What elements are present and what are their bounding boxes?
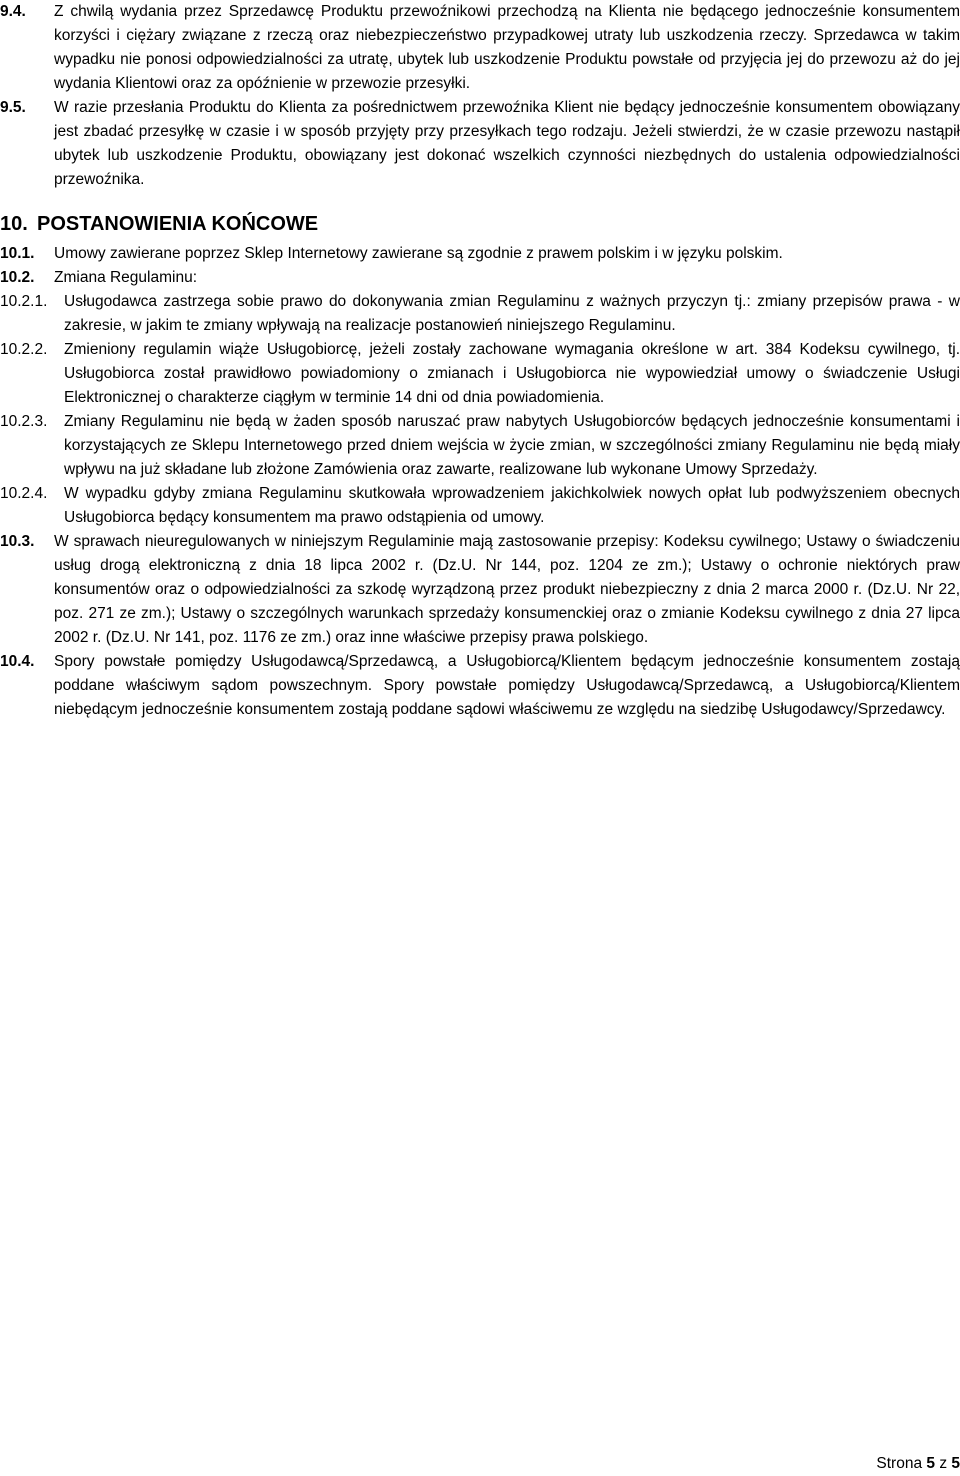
paragraph-number: 9.4. [0, 3, 26, 20]
paragraph-text: Umowy zawierane poprzez Sklep Internetowy zawierane są zgodnie z prawem polskim i w języku polskim. [54, 245, 783, 262]
paragraph-9-5 [0, 96, 960, 192]
subparagraph-text: W wypadku gdyby zmiana Regulaminu skutkowała wprowadzeniem jakichkolwiek nowych opłat lub podwyższeniem obecnych Usługobiorca będący konsumentem ma prawo odstąpienia od umowy. [64, 485, 960, 526]
subparagraph-number: 10.2.1. [0, 293, 48, 310]
section-title: POSTANOWIENIA KOŃCOWE [37, 213, 319, 235]
document-content [0, 0, 960, 722]
subparagraph-10-2-2 [0, 338, 960, 410]
paragraph-10-2 [0, 266, 960, 290]
subparagraph-10-2-1 [0, 290, 960, 338]
paragraph-text: Z chwilą wydania przez Sprzedawcę Produktu przewoźnikowi przechodzą na Klienta nie będącego jednocześnie konsumentem korzyści i ciężary związane z rzeczą oraz niebezpieczeństwo przypadkowej utraty lub uszkodzenia rzeczy. Sprzedawca w takim wypadku nie ponosi odpowiedzialności za utratę, ubytek lub uszkodzenie Produktu powstałe od przyjęcia jej do przewozu aż do jej wydania Klientowi oraz za opóźnienie w przewozie przesyłki. [54, 3, 960, 92]
paragraph-10-1 [0, 242, 960, 266]
paragraph-number: 10.1. [0, 245, 35, 262]
footer-total-pages: 5 [951, 1455, 960, 1472]
subparagraph-10-2-3 [0, 410, 960, 482]
paragraph-number: 10.4. [0, 653, 35, 670]
section-heading [0, 210, 960, 238]
footer-separator: z [939, 1455, 948, 1472]
footer-prefix: Strona [876, 1455, 923, 1472]
subparagraph-text: Zmiany Regulaminu nie będą w żaden sposób naruszać praw nabytych Usługobiorców będących jednocześnie konsumentami i korzystających ze Sklepu Internetowego przed dniem wejścia w życie zmian, w szczególności zmiany Regulaminu nie będą miały wpływu na już składane lub złożone Zamówienia oraz zawarte, realizowane lub wykonane Umowy Sprzedaży. [64, 413, 960, 478]
paragraph-9-4 [0, 0, 960, 96]
page-footer [876, 1454, 960, 1474]
subparagraph-10-2-4 [0, 482, 960, 530]
paragraph-text: W razie przesłania Produktu do Klienta za pośrednictwem przewoźnika Klient nie będący jednocześnie konsumentem obowiązany jest zbadać przesyłkę w czasie i w sposób przyjęty przy przesyłkach tego rodzaju. Jeżeli stwierdzi, że w czasie przewozu nastąpił ubytek lub uszkodzenie Produktu, obowiązany jest dokonać wszelkich czynności niezbędnych do ustalenia odpowiedzialności przewoźnika. [54, 99, 960, 188]
paragraph-10-3 [0, 530, 960, 650]
paragraph-number: 10.2. [0, 269, 35, 286]
paragraph-number: 10.3. [0, 533, 35, 550]
subparagraph-text: Usługodawca zastrzega sobie prawo do dokonywania zmian Regulaminu z ważnych przyczyn tj.: zmiany przepisów prawa - w zakresie, w jakim te zmiany wpływają na realizacje postanowień niniejszego Regulaminu. [64, 293, 960, 334]
paragraph-text: Zmiana Regulaminu: [54, 269, 198, 286]
paragraph-text: W sprawach nieuregulowanych w niniejszym Regulaminie mają zastosowanie przepisy: Kodeksu cywilnego; Ustawy o świadczeniu usług drogą elektroniczną z dnia 18 lipca 2002 r. (Dz.U. Nr 144, poz. 1204 ze zm.); Ustawy o ochronie niektórych praw konsumentów oraz o odpowiedzialności za szkodę wyrządzoną przez produkt niebezpieczny z dnia 2 marca 2000 r. (Dz.U. Nr 22, poz. 271 ze zm.); Ustawy o szczególnych warunkach sprzedaży konsumenckiej oraz o zmianie Kodeksu cywilnego z dnia 27 lipca 2002 r. (Dz.U. Nr 141, poz. 1176 ze zm.) oraz inne właściwe przepisy prawa polskiego. [54, 533, 960, 646]
paragraph-10-4 [0, 650, 960, 722]
subparagraph-text: Zmieniony regulamin wiąże Usługobiorcę, jeżeli zostały zachowane wymagania określone w art. 384 Kodeksu cywilnego, tj. Usługobiorca został prawidłowo powiadomiony o zmianach i Usługobiorca nie wypowiedział umowy o świadczenie Usługi Elektronicznej o charakterze ciągłym w terminie 14 dni od dnia powiadomienia. [64, 341, 960, 406]
section-number: 10. [0, 213, 28, 235]
subparagraph-number: 10.2.3. [0, 413, 48, 430]
subparagraph-number: 10.2.2. [0, 341, 48, 358]
paragraph-text: Spory powstałe pomiędzy Usługodawcą/Sprzedawcą, a Usługobiorcą/Klientem będącym jednocześnie konsumentem zostają poddane właściwym sądom powszechnym. Spory powstałe pomiędzy Usługodawcą/Sprzedawcą, a Usługobiorcą/Klientem niebędącym jednocześnie konsumentem zostają poddane sądowi właściwemu ze względu na siedzibę Usługodawcy/Sprzedawcy. [54, 653, 960, 718]
paragraph-number: 9.5. [0, 99, 26, 116]
subparagraph-number: 10.2.4. [0, 485, 48, 502]
footer-current-page: 5 [926, 1455, 935, 1472]
